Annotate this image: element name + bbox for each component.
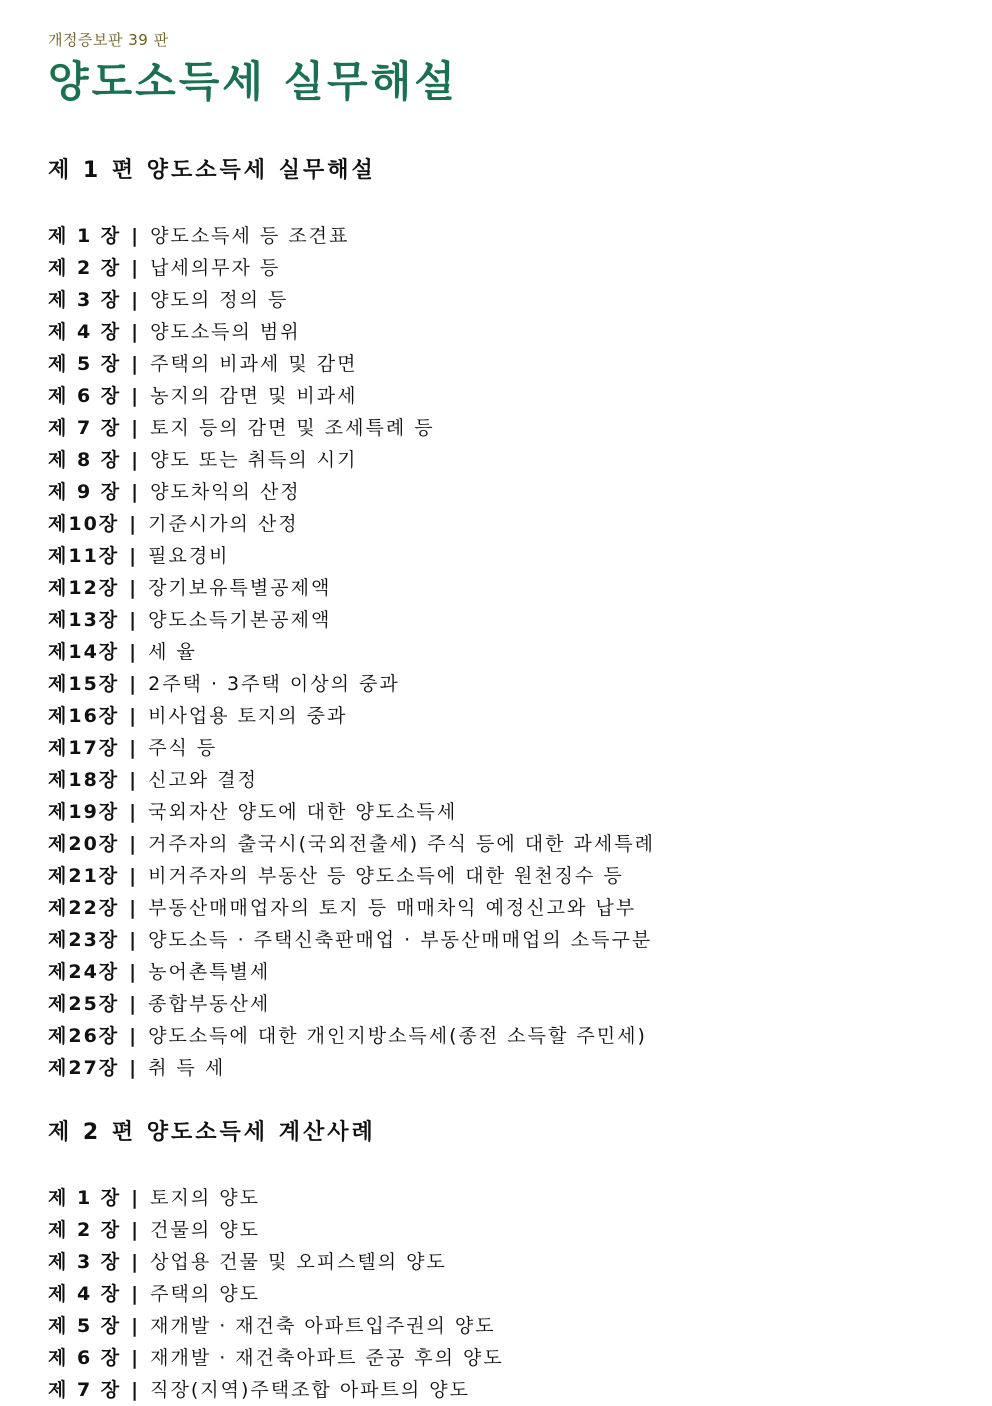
chapter-title: 비거주자의 부동산 등 양도소득에 대한 원천징수 등 — [148, 865, 624, 887]
chapter-item — [48, 412, 992, 444]
chapter-item — [48, 956, 992, 988]
chapter-item — [48, 284, 992, 316]
chapter-number: 제19장 — [48, 801, 120, 823]
chapter-separator: | — [131, 481, 141, 503]
chapter-title: 양도소득기본공제액 — [148, 609, 332, 631]
chapter-item — [48, 476, 992, 508]
chapter-item — [48, 860, 992, 892]
chapter-number: 제 7 장 — [48, 417, 122, 439]
chapter-title: 주택의 양도 — [150, 1283, 260, 1305]
chapter-title: 농어촌특별세 — [148, 961, 271, 983]
chapter-separator: | — [129, 577, 139, 599]
chapter-title: 재개발 · 재건축 아파트입주권의 양도 — [150, 1315, 496, 1337]
chapter-number: 제15장 — [48, 673, 120, 695]
chapter-separator: | — [131, 1315, 141, 1337]
chapter-separator: | — [131, 449, 141, 471]
chapter-title: 농지의 감면 및 비과세 — [150, 385, 358, 407]
chapter-title: 국외자산 양도에 대한 양도소득세 — [148, 801, 458, 823]
chapter-title: 주택의 비과세 및 감면 — [150, 353, 358, 375]
part-title: 제 1 편 양도소득세 실무해설 — [48, 158, 376, 183]
chapter-item — [48, 700, 992, 732]
chapter-separator: | — [131, 353, 141, 375]
chapter-number: 제12장 — [48, 577, 120, 599]
chapter-title: 장기보유특별공제액 — [148, 577, 332, 599]
chapter-number: 제 8 장 — [48, 449, 122, 471]
chapter-item — [48, 828, 992, 860]
chapter-item — [48, 1182, 992, 1214]
chapter-item — [48, 1020, 992, 1052]
chapter-separator: | — [131, 225, 141, 247]
chapter-separator: | — [131, 385, 141, 407]
chapter-title: 기준시가의 산정 — [148, 513, 299, 535]
chapter-item — [48, 1374, 992, 1406]
chapter-number: 제24장 — [48, 961, 120, 983]
chapter-title: 양도소득세 등 조견표 — [150, 225, 350, 247]
chapter-separator: | — [129, 961, 139, 983]
part-title: 제 2 편 양도소득세 계산사례 — [48, 1120, 376, 1145]
chapter-title: 양도소득의 범위 — [150, 321, 301, 343]
chapter-title: 취 득 세 — [148, 1057, 226, 1079]
chapter-number: 제 2 장 — [48, 1219, 122, 1241]
chapter-title: 신고와 결정 — [148, 769, 258, 791]
chapter-item — [48, 604, 992, 636]
chapter-item — [48, 668, 992, 700]
chapter-item — [48, 1246, 992, 1278]
chapter-number: 제 1 장 — [48, 1187, 122, 1209]
chapter-title: 비사업용 토지의 중과 — [148, 705, 348, 727]
chapter-list — [48, 220, 992, 1084]
chapter-number: 제 4 장 — [48, 321, 122, 343]
chapter-title: 양도 또는 취득의 시기 — [150, 449, 358, 471]
chapter-separator: | — [131, 321, 141, 343]
chapter-number: 제 9 장 — [48, 481, 122, 503]
chapter-title: 거주자의 출국시(국외전출세) 주식 등에 대한 과세특례 — [148, 833, 655, 855]
chapter-separator: | — [129, 929, 139, 951]
chapter-title: 2주택 · 3주택 이상의 중과 — [148, 673, 400, 695]
chapter-title: 양도의 정의 등 — [150, 289, 289, 311]
chapter-item — [48, 220, 992, 252]
chapter-item — [48, 348, 992, 380]
chapter-separator: | — [131, 417, 141, 439]
chapter-number: 제 7 장 — [48, 1379, 122, 1401]
chapter-item — [48, 1342, 992, 1374]
chapter-title: 직장(지역)주택조합 아파트의 양도 — [150, 1379, 470, 1401]
chapter-number: 제16장 — [48, 705, 120, 727]
chapter-item — [48, 444, 992, 476]
chapter-item — [48, 1278, 992, 1310]
part-spacer — [48, 1084, 992, 1118]
chapter-item — [48, 764, 992, 796]
chapter-separator: | — [129, 545, 139, 567]
chapter-separator: | — [131, 1379, 141, 1401]
chapter-number: 제 5 장 — [48, 353, 122, 375]
chapter-separator: | — [131, 1251, 141, 1273]
chapter-item — [48, 540, 992, 572]
chapter-separator: | — [129, 865, 139, 887]
chapter-number: 제13장 — [48, 609, 120, 631]
chapter-number: 제 2 장 — [48, 257, 122, 279]
edition-label: 개정증보판 39 판 — [48, 31, 169, 49]
chapter-item — [48, 508, 992, 540]
chapter-item — [48, 796, 992, 828]
chapter-number: 제26장 — [48, 1025, 120, 1047]
chapter-title: 부동산매매업자의 토지 등 매매차익 예정신고와 납부 — [148, 897, 637, 919]
chapter-number: 제21장 — [48, 865, 120, 887]
chapter-item — [48, 1214, 992, 1246]
chapter-item — [48, 636, 992, 668]
chapter-title: 납세의무자 등 — [150, 257, 281, 279]
chapter-item — [48, 252, 992, 284]
chapter-separator: | — [129, 897, 139, 919]
chapter-separator: | — [129, 609, 139, 631]
chapter-number: 제17장 — [48, 737, 120, 759]
chapter-list — [48, 1182, 992, 1406]
chapter-item — [48, 1310, 992, 1342]
chapter-separator: | — [129, 769, 139, 791]
chapter-separator: | — [129, 737, 139, 759]
chapter-title: 건물의 양도 — [150, 1219, 260, 1241]
chapter-item — [48, 380, 992, 412]
chapter-separator: | — [129, 641, 139, 663]
chapter-separator: | — [131, 1347, 141, 1369]
chapter-title: 재개발 · 재건축아파트 준공 후의 양도 — [150, 1347, 504, 1369]
chapter-number: 제 4 장 — [48, 1283, 122, 1305]
chapter-separator: | — [131, 289, 141, 311]
chapter-item — [48, 988, 992, 1020]
chapter-number: 제 3 장 — [48, 289, 122, 311]
chapter-separator: | — [129, 993, 139, 1015]
chapter-separator: | — [129, 513, 139, 535]
chapter-title: 양도소득 · 주택신축판매업 · 부동산매매업의 소득구분 — [148, 929, 653, 951]
chapter-number: 제25장 — [48, 993, 120, 1015]
chapter-title: 주식 등 — [148, 737, 218, 759]
chapter-title: 세 율 — [148, 641, 197, 663]
chapter-number: 제11장 — [48, 545, 120, 567]
chapter-separator: | — [129, 673, 139, 695]
chapter-title: 양도소득에 대한 개인지방소득세(종전 소득할 주민세) — [148, 1025, 647, 1047]
chapter-title: 토지의 양도 — [150, 1187, 260, 1209]
chapter-item — [48, 924, 992, 956]
chapter-separator: | — [129, 833, 139, 855]
chapter-item — [48, 316, 992, 348]
chapter-item — [48, 1052, 992, 1084]
chapter-number: 제18장 — [48, 769, 120, 791]
chapter-number: 제20장 — [48, 833, 120, 855]
chapter-number: 제 6 장 — [48, 385, 122, 407]
chapter-number: 제 1 장 — [48, 225, 122, 247]
chapter-item — [48, 572, 992, 604]
chapter-number: 제14장 — [48, 641, 120, 663]
chapter-title: 토지 등의 감면 및 조세특례 등 — [150, 417, 435, 439]
chapter-number: 제23장 — [48, 929, 120, 951]
chapter-separator: | — [131, 1283, 141, 1305]
chapter-title: 필요경비 — [148, 545, 230, 567]
chapter-separator: | — [129, 1025, 139, 1047]
chapter-title: 종합부동산세 — [148, 993, 271, 1015]
chapter-separator: | — [131, 1187, 141, 1209]
chapter-separator: | — [129, 705, 139, 727]
table-of-contents — [48, 156, 992, 1406]
chapter-title: 상업용 건물 및 오피스텔의 양도 — [150, 1251, 447, 1273]
chapter-separator: | — [129, 1057, 139, 1079]
chapter-separator: | — [129, 801, 139, 823]
chapter-number: 제 6 장 — [48, 1347, 122, 1369]
chapter-number: 제 3 장 — [48, 1251, 122, 1273]
chapter-number: 제10장 — [48, 513, 120, 535]
chapter-title: 양도차익의 산정 — [150, 481, 301, 503]
chapter-number: 제 5 장 — [48, 1315, 122, 1337]
book-title: 양도소득세 실무해설 — [48, 57, 458, 106]
chapter-number: 제27장 — [48, 1057, 120, 1079]
chapter-separator: | — [131, 257, 141, 279]
chapter-separator: | — [131, 1219, 141, 1241]
chapter-item — [48, 732, 992, 764]
chapter-number: 제22장 — [48, 897, 120, 919]
chapter-item — [48, 892, 992, 924]
